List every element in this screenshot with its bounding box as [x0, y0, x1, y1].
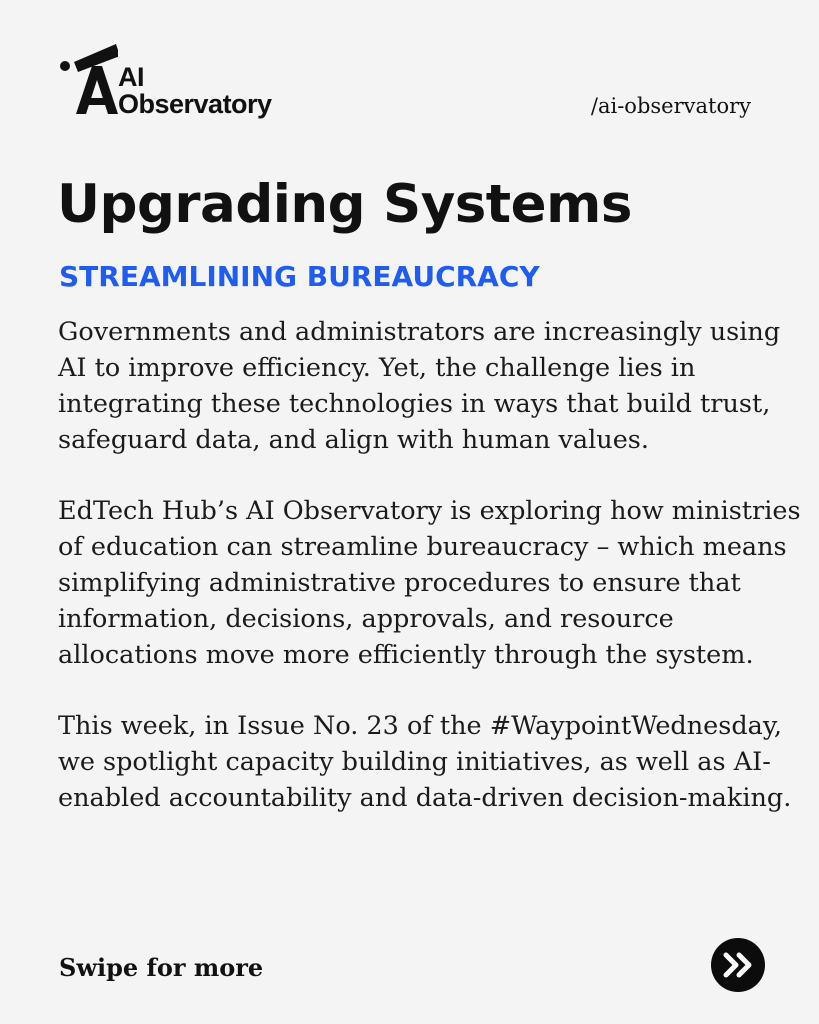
- next-slide-button[interactable]: [711, 938, 765, 992]
- social-handle: /ai-observatory: [590, 94, 751, 118]
- logo-line-2: Observatory: [118, 89, 272, 119]
- swipe-label: Swipe for more: [59, 953, 264, 982]
- body-paragraph-2: EdTech Hub’s AI Observatory is exploring how ministries of education can streamline bureaucracy – which means simplifying administrative procedures to ensure that information, decisions, approvals, and resource allocations move more efficiently through the system.: [58, 496, 801, 670]
- double-chevron-right-icon: [711, 938, 765, 992]
- telescope-icon: [58, 42, 118, 126]
- body-content: [58, 314, 803, 851]
- page-title: Upgrading Systems: [57, 174, 632, 235]
- body-paragraph-3: This week, in Issue No. 23 of the #WaypointWednesday, we spotlight capacity building initiatives, as well as AI-enabled accountability and data-driven decision-making.: [58, 711, 792, 813]
- brand-logo: [58, 42, 298, 126]
- page-subtitle: STREAMLINING BUREAUCRACY: [59, 260, 540, 293]
- body-paragraph-1: Governments and administrators are increasingly using AI to improve efficiency. Yet, the challenge lies in integrating these technologies in ways that build trust, safeguard data, and align with human values.: [58, 317, 781, 455]
- logo-wordmark: [118, 64, 272, 118]
- logo-line-1: AI: [118, 62, 144, 92]
